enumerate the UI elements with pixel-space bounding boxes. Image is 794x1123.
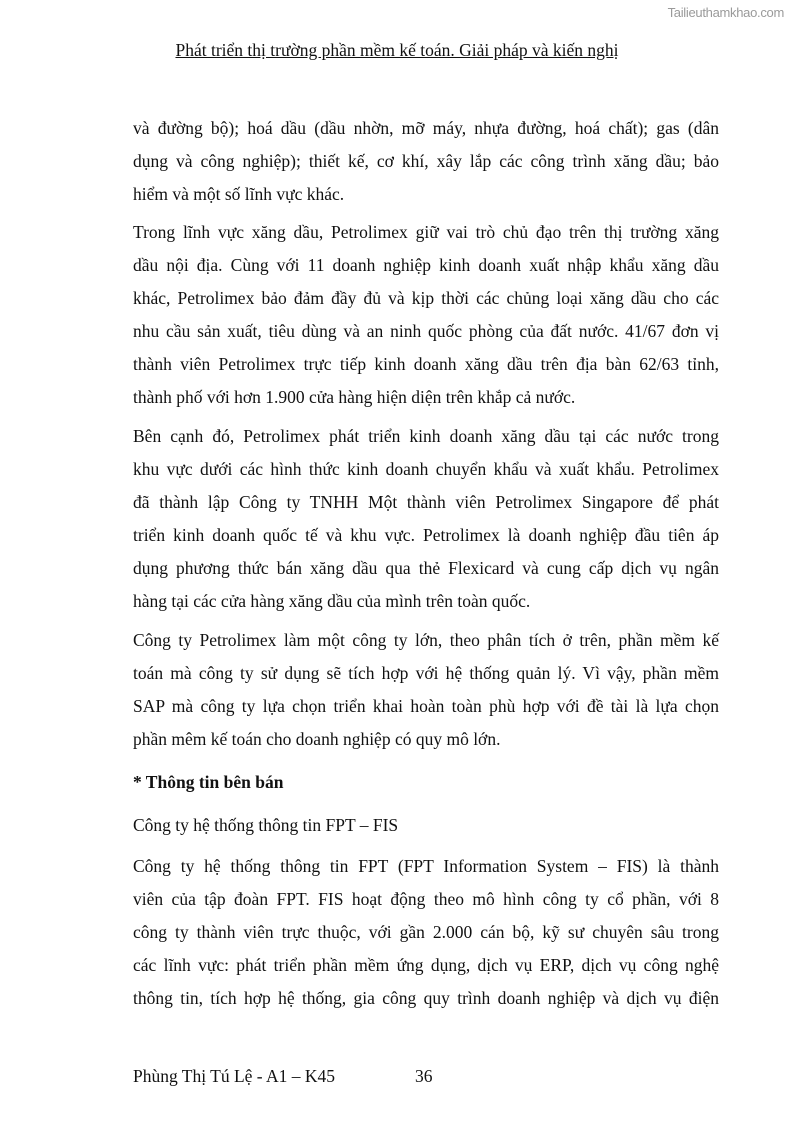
paragraph-line: và đường bộ); hoá dầu (dầu nhờn, mỡ máy, nhựa đường, hoá chất); gas (dân <box>133 118 719 138</box>
paragraph-line: đã thành lập Công ty TNHH Một thành viên Petrolimex Singapore để phát <box>133 492 719 512</box>
paragraph-line: toán mà công ty sử dụng sẽ tích hợp với hệ thống quản lý. Vì vậy, phần mềm <box>133 663 719 683</box>
paragraph-line: nhu cầu sản xuất, tiêu dùng và an ninh quốc phòng của đất nước. 41/67 đơn vị <box>133 321 719 341</box>
paragraph-line: các lĩnh vực: phát triển phần mềm ứng dụng, dịch vụ ERP, dịch vụ công nghệ <box>133 955 719 975</box>
paragraph-line: hàng tại các cửa hàng xăng dầu của mình trên toàn quốc. <box>133 591 531 611</box>
running-header: Phát triển thị trường phần mềm kế toán. Giải pháp và kiến nghị <box>175 40 619 60</box>
subheading: Công ty hệ thống thông tin FPT – FIS <box>133 815 399 835</box>
section-heading: * Thông tin bên bán <box>133 772 284 792</box>
paragraph-line: Công ty hệ thống thông tin FPT (FPT Information System – FIS) là thành <box>133 856 719 876</box>
paragraph-line: hiểm và một số lĩnh vực khác. <box>133 184 345 204</box>
paragraph-line: dụng và công nghiệp); thiết kế, cơ khí, xây lắp các công trình xăng dầu; bảo <box>133 151 719 171</box>
paragraph-line: dụng phương thức bán xăng dầu qua thẻ Flexicard và cung cấp dịch vụ ngân <box>133 558 719 578</box>
footer-author: Phùng Thị Tú Lệ - A1 – K45 <box>133 1066 336 1086</box>
paragraph-line: Trong lĩnh vực xăng dầu, Petrolimex giữ vai trò chủ đạo trên thị trường xăng <box>133 222 719 242</box>
paragraph-line: thành viên Petrolimex trực tiếp kinh doanh xăng dầu trên địa bàn 62/63 tỉnh, <box>133 354 719 374</box>
paragraph-line: thành phố với hơn 1.900 cửa hàng hiện diện trên khắp cả nước. <box>133 387 576 407</box>
paragraph-line: thông tin, tích hợp hệ thống, gia công quy trình doanh nghiệp và dịch vụ điện <box>133 988 719 1008</box>
paragraph-line: công ty thành viên trực thuộc, với gần 2.000 cán bộ, kỹ sư chuyên sâu trong <box>133 922 719 942</box>
paragraph-line: triển kinh doanh quốc tế và khu vực. Petrolimex là doanh nghiệp đầu tiên áp <box>133 525 719 545</box>
paragraph-line: khác, Petrolimex bảo đảm đầy đủ và kịp thời các chủng loại xăng dầu cho các <box>133 288 719 308</box>
paragraph-line: phần mêm kế toán cho doanh nghiệp có quy mô lớn. <box>133 729 501 749</box>
paragraph-line: khu vực dưới các hình thức kinh doanh chuyển khẩu và xuất khẩu. Petrolimex <box>133 459 719 479</box>
page-number: 36 <box>415 1066 433 1086</box>
paragraph-line: Công ty Petrolimex làm một công ty lớn, theo phân tích ở trên, phần mềm kế <box>133 630 719 650</box>
paragraph-line: Bên cạnh đó, Petrolimex phát triển kinh doanh xăng dầu tại các nước trong <box>133 426 719 446</box>
paragraph-line: viên của tập đoàn FPT. FIS hoạt động theo mô hình công ty cổ phần, với 8 <box>133 889 719 909</box>
paragraph-line: dầu nội địa. Cùng với 11 doanh nghiệp kinh doanh xuất nhập khẩu xăng dầu <box>133 255 719 275</box>
watermark: Tailieuthamkhao.com <box>667 5 784 20</box>
paragraph-line: SAP mà công ty lựa chọn triển khai hoàn toàn phù hợp với đề tài là lựa chọn <box>133 696 719 716</box>
